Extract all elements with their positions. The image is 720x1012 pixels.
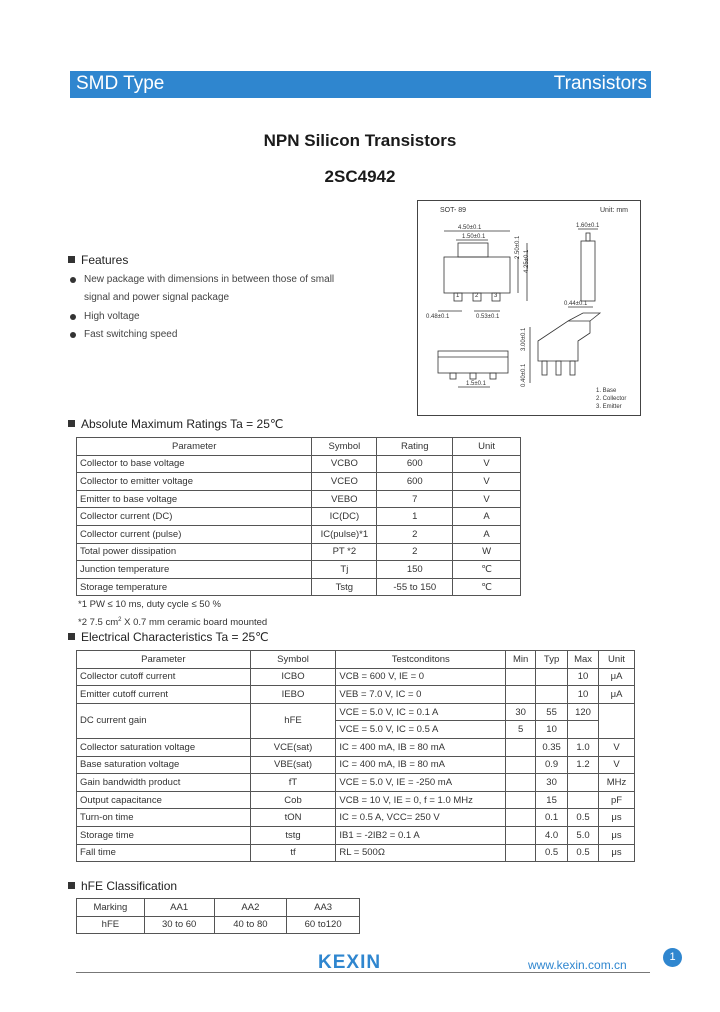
table-cell: 5 — [506, 721, 536, 739]
pin-number: 1 — [456, 293, 460, 299]
table-cell: IC(pulse)*1 — [312, 525, 377, 543]
table-cell: tstg — [250, 826, 336, 844]
dimension-label: 1.60±0.1 — [576, 223, 600, 229]
table-cell: 10 — [536, 721, 568, 739]
table-cell: VCE = 5.0 V, IE = -250 mA — [336, 774, 506, 792]
table-cell: hFE — [250, 703, 336, 738]
square-bullet-icon — [68, 633, 75, 640]
square-bullet-icon — [68, 420, 75, 427]
pin-legend-item: 2. Collector — [596, 396, 627, 402]
column-header: Rating — [377, 438, 453, 456]
table-cell: 0.35 — [536, 738, 568, 756]
table-cell — [536, 686, 568, 704]
table-cell: 0.5 — [568, 844, 599, 862]
table-cell: A — [453, 508, 521, 526]
table-cell: ℃ — [453, 578, 521, 596]
table-cell: Storage time — [77, 826, 251, 844]
table-cell: 10 — [568, 668, 599, 686]
table-cell — [506, 791, 536, 809]
table-cell: 2 — [377, 525, 453, 543]
part-number: 2SC4942 — [324, 167, 396, 186]
table-cell: VEBO — [312, 490, 377, 508]
table-cell: Total power dissipation — [77, 543, 312, 561]
bullet-icon — [70, 314, 76, 320]
dimension-label: 0.40±0.1 — [521, 363, 527, 387]
package-drawing-icon — [418, 201, 640, 415]
table-cell: VEB = 7.0 V, IC = 0 — [336, 686, 506, 704]
table-cell: 1.0 — [568, 738, 599, 756]
table-cell: VCE = 5.0 V, IC = 0.1 A — [336, 703, 506, 721]
table-row — [77, 738, 635, 756]
table-cell: PT *2 — [312, 543, 377, 561]
table-cell: VCBO — [312, 455, 377, 473]
table-cell: 5.0 — [568, 826, 599, 844]
square-bullet-icon — [68, 256, 75, 263]
table-cell: Turn-on time — [77, 809, 251, 827]
square-bullet-icon — [68, 882, 75, 889]
column-header: Min — [506, 651, 536, 669]
hfe-classification-heading: hFE Classification — [68, 879, 177, 893]
table-cell: VCE(sat) — [250, 738, 336, 756]
table-cell: IC = 0.5 A, VCC= 250 V — [336, 809, 506, 827]
table-cell: 4.0 — [536, 826, 568, 844]
table-cell: VBE(sat) — [250, 756, 336, 774]
table-cell: 600 — [377, 455, 453, 473]
table-cell: VCEO — [312, 473, 377, 491]
table-cell: Tstg — [312, 578, 377, 596]
table-cell: W — [453, 543, 521, 561]
feature-item: Fast switching speed — [84, 329, 178, 340]
table-row — [77, 490, 521, 508]
table-cell — [599, 703, 635, 738]
table-cell: 30 — [536, 774, 568, 792]
feature-item: High voltage — [84, 311, 140, 322]
table-cell: Storage temperature — [77, 578, 312, 596]
table-header-row — [77, 438, 521, 456]
table-cell: IB1 = -2IB2 = 0.1 A — [336, 826, 506, 844]
hfe-classification-table — [76, 898, 360, 934]
package-name: SOT- 89 — [440, 207, 467, 214]
dimension-label: 0.53±0.1 — [476, 314, 500, 320]
table-cell: 0.1 — [536, 809, 568, 827]
table-cell: 1 — [377, 508, 453, 526]
table-cell — [506, 686, 536, 704]
abs-max-table — [76, 437, 521, 596]
table-cell: Output capacitance — [77, 791, 251, 809]
document-title: NPN Silicon Transistors — [263, 131, 457, 150]
abs-max-heading: Absolute Maximum Ratings Ta = 25℃ — [68, 417, 283, 431]
pin-legend-item: 3. Emitter — [596, 404, 622, 410]
table-cell: AA2 — [214, 899, 287, 917]
table-cell: V — [453, 473, 521, 491]
table-row — [77, 844, 635, 862]
table-cell: pF — [599, 791, 635, 809]
table-row — [77, 508, 521, 526]
table-cell: -55 to 150 — [377, 578, 453, 596]
table-cell: μA — [599, 668, 635, 686]
column-header: Typ — [536, 651, 568, 669]
pin-number: 2 — [475, 293, 479, 299]
table-cell: VCB = 600 V, IE = 0 — [336, 668, 506, 686]
footnote: *2 7.5 $cm^2$ X 0.7 mm ceramic board mounted — [78, 617, 268, 629]
table-cell — [568, 774, 599, 792]
dimension-label: 0.48±0.1 — [426, 314, 450, 320]
unit-label: Unit: mm — [600, 207, 628, 214]
header-category: SMD Type — [76, 73, 165, 94]
table-cell: 1.2 — [568, 756, 599, 774]
table-cell: Collector current (DC) — [77, 508, 312, 526]
table-cell: fT — [250, 774, 336, 792]
table-cell: Emitter cutoff current — [77, 686, 251, 704]
table-row — [77, 668, 635, 686]
dimension-label: 1.50±0.1 — [462, 234, 486, 240]
table-cell — [506, 668, 536, 686]
table-row — [77, 543, 521, 561]
table-cell: 120 — [568, 703, 599, 721]
dimension-label: 4.50±0.1 — [458, 225, 482, 231]
table-cell: μs — [599, 844, 635, 862]
table-cell — [536, 668, 568, 686]
table-cell: 0.5 — [568, 809, 599, 827]
table-cell: 60 to120 — [287, 916, 360, 934]
table-cell: DC current gain — [77, 703, 251, 738]
table-cell — [506, 738, 536, 756]
table-cell: Tj — [312, 561, 377, 579]
website-link[interactable]: www.kexin.com.cn — [528, 958, 627, 972]
table-row — [77, 578, 521, 596]
table-row — [77, 791, 635, 809]
table-cell — [506, 774, 536, 792]
table-cell: Collector current (pulse) — [77, 525, 312, 543]
table-cell: tON — [250, 809, 336, 827]
table-row — [77, 756, 635, 774]
table-cell: V — [599, 756, 635, 774]
table-cell — [506, 844, 536, 862]
table-cell: Collector to base voltage — [77, 455, 312, 473]
table-cell: Emitter to base voltage — [77, 490, 312, 508]
feature-item: signal and power signal package — [84, 292, 230, 303]
dimension-label: 2.50±0.1 — [515, 235, 521, 259]
table-cell: IC = 400 mA, IB = 80 mA — [336, 756, 506, 774]
dimension-label: 4.25±0.1 — [524, 249, 530, 273]
footnote: *1 PW ≤ 10 ms, duty cycle ≤ 50 % — [78, 599, 221, 610]
header-band — [70, 71, 651, 98]
table-row — [77, 774, 635, 792]
table-header-row — [77, 651, 635, 669]
table-cell: 0.9 — [536, 756, 568, 774]
column-header: Symbol — [250, 651, 336, 669]
column-header: Max — [568, 651, 599, 669]
table-cell: tf — [250, 844, 336, 862]
column-header: Parameter — [77, 438, 312, 456]
column-header: Parameter — [77, 651, 251, 669]
table-cell: Fall time — [77, 844, 251, 862]
table-cell: RL = 500Ω — [336, 844, 506, 862]
table-cell: V — [453, 490, 521, 508]
column-header: Unit — [453, 438, 521, 456]
elec-char-table — [76, 650, 635, 862]
table-row — [77, 473, 521, 491]
page-number-badge: 1 — [663, 948, 682, 967]
bullet-icon — [70, 332, 76, 338]
table-cell: 150 — [377, 561, 453, 579]
table-cell — [568, 721, 599, 739]
table-cell: Gain bandwidth product — [77, 774, 251, 792]
table-cell: Collector cutoff current — [77, 668, 251, 686]
table-row — [77, 561, 521, 579]
table-cell: hFE — [77, 916, 145, 934]
feature-item: New package with dimensions in between those of small — [84, 274, 335, 285]
table-cell: MHz — [599, 774, 635, 792]
table-cell: Collector saturation voltage — [77, 738, 251, 756]
table-row — [77, 703, 635, 721]
column-header: Unit — [599, 651, 635, 669]
table-row — [77, 809, 635, 827]
table-cell: μs — [599, 826, 635, 844]
table-cell: A — [453, 525, 521, 543]
table-cell: 30 to 60 — [144, 916, 214, 934]
table-cell — [506, 826, 536, 844]
dimension-label: 1.5±0.1 — [466, 381, 486, 387]
table-cell: V — [599, 738, 635, 756]
package-outline-diagram — [417, 200, 641, 416]
table-cell — [568, 791, 599, 809]
table-cell: 15 — [536, 791, 568, 809]
table-cell — [506, 756, 536, 774]
table-cell: 600 — [377, 473, 453, 491]
table-row — [77, 826, 635, 844]
features-heading: Features — [68, 253, 128, 267]
table-cell: 55 — [536, 703, 568, 721]
elec-char-heading: Electrical Characteristics Ta = 25℃ — [68, 630, 269, 644]
table-cell: 30 — [506, 703, 536, 721]
bullet-icon — [70, 277, 76, 283]
company-logo: KEXIN — [318, 952, 382, 973]
header-product-type: Transistors — [553, 73, 647, 94]
table-cell: ℃ — [453, 561, 521, 579]
table-cell: Cob — [250, 791, 336, 809]
table-cell: VCE = 5.0 V, IC = 0.5 A — [336, 721, 506, 739]
table-cell: IC(DC) — [312, 508, 377, 526]
dimension-label: 0.44±0.1 — [564, 301, 588, 307]
column-header: Symbol — [312, 438, 377, 456]
table-cell: VCB = 10 V, IE = 0, f = 1.0 MHz — [336, 791, 506, 809]
table-cell: AA3 — [287, 899, 360, 917]
table-row — [77, 686, 635, 704]
column-header: Testconditons — [336, 651, 506, 669]
table-cell: Marking — [77, 899, 145, 917]
dimension-label: 3.00±0.1 — [521, 327, 527, 351]
table-cell: Collector to emitter voltage — [77, 473, 312, 491]
table-cell: V — [453, 455, 521, 473]
table-row — [77, 916, 360, 934]
table-cell: μs — [599, 809, 635, 827]
pin-number: 3 — [494, 293, 498, 299]
table-cell: IC = 400 mA, IB = 80 mA — [336, 738, 506, 756]
table-cell: 10 — [568, 686, 599, 704]
table-cell: AA1 — [144, 899, 214, 917]
table-row — [77, 899, 360, 917]
table-cell: μA — [599, 686, 635, 704]
table-cell: 2 — [377, 543, 453, 561]
table-row — [77, 525, 521, 543]
table-cell — [506, 809, 536, 827]
table-cell: ICBO — [250, 668, 336, 686]
table-cell: Base saturation voltage — [77, 756, 251, 774]
pin-legend-item: 1. Base — [596, 388, 617, 394]
table-cell: 0.5 — [536, 844, 568, 862]
table-row — [77, 455, 521, 473]
table-cell: 7 — [377, 490, 453, 508]
table-cell: Junction temperature — [77, 561, 312, 579]
table-cell: IEBO — [250, 686, 336, 704]
table-cell: 40 to 80 — [214, 916, 287, 934]
